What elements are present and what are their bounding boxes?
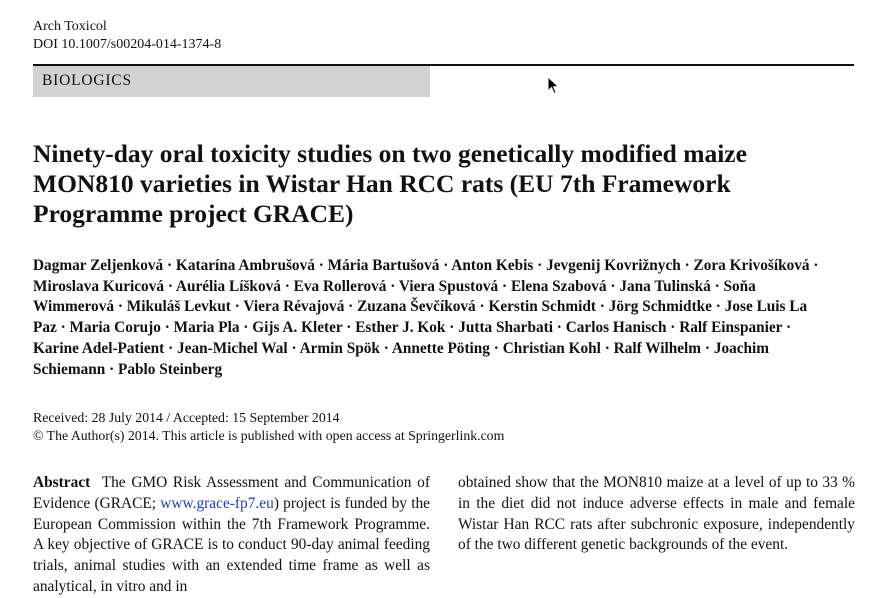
author-name: Esther J. Kok [355, 319, 446, 337]
author-name: Soňa Wimmerová [33, 277, 756, 316]
author-name: Armin Spök [299, 339, 380, 357]
received-accepted: Received: 28 July 2014 / Accepted: 15 September 2014 [33, 410, 340, 425]
author-name: Jevgenij Kovrižnych [546, 257, 681, 274]
author-name: Annette Pöting [391, 339, 490, 357]
doi-line: DOI 10.1007/s00204-014-1374-8 [33, 37, 222, 52]
article-dates [33, 409, 504, 444]
author-name: Katarína Ambrušová [175, 257, 315, 274]
author-name: Elena Szabová [510, 277, 607, 295]
abstract-column-left [33, 473, 430, 598]
author-name: Joachim Schiemann [33, 339, 770, 378]
author-name: Jörg Schmidtke [608, 298, 712, 316]
journal-name: Arch Toxicol [33, 19, 107, 34]
author-name: Mária Bartušová [327, 257, 440, 274]
author-name: Zuzana Ševčíková [357, 298, 476, 316]
author-name: Jutta Sharbati [458, 319, 553, 337]
author-list: Dagmar Zeljenková · Katarína Ambrušová · Mária Bartušová · Anton Kebis · Jevgenij Kovrižnych · Zora Krivošíková · Miroslava Kuricová · Aurélia Líšková · Eva Rollerová · Viera Spustová · Elena Szabová · Jana Tulinská · Soňa Wimmerová · Mikuláš Levkut · Viera Révajová · Zuzana Ševčíková · Kerstin Schmidt · Jörg Schmidtke · Jose Luis La Paz · Maria Corujo · Maria Pla · Gijs A. Kleter · Esther J. Kok · Jutta Sharbati · Carlos Hanisch · Ralf Einspanier · Karine Adel-Patient · Jean-Michel Wal · Armin Spök · Annette Pöting · Christian Kohl · Ralf Wilhelm · Joachim Schiemann · Pablo Steinberg [33, 257, 819, 378]
author-name: Kerstin Schmidt [488, 298, 596, 316]
author-name: Ralf Wilhelm [613, 339, 702, 357]
section-label: BIOLOGICS [33, 66, 430, 97]
article-title: Ninety-day oral toxicity studies on two genetically modified maize MON810 varieties in Wistar Han RCC rats (EU 7th Framework Programme project GRACE) [33, 139, 747, 228]
mouse-cursor-icon [547, 76, 561, 96]
author-name: Eva Rollerová [293, 277, 387, 295]
journal-header [33, 18, 221, 54]
author-name: Anton Kebis [451, 257, 534, 274]
author-name: Zora Krivošíková [693, 257, 810, 274]
author-name: Viera Spustová [398, 277, 499, 295]
abstract-text-1: The GMO Risk Assessment and Communication of Evidence (GRACE; [33, 474, 430, 512]
copyright-line: © The Author(s) 2014. This article is published with open access at Springerlink.com [33, 427, 505, 443]
author-name: Jose Luis La Paz [33, 298, 808, 337]
author-name: Carlos Hanisch [565, 319, 667, 337]
author-name: Maria Pla [173, 319, 240, 337]
author-name: Ralf Einspanier [679, 319, 783, 337]
author-name: Aurélia Líšková [175, 277, 281, 295]
author-name: Maria Corujo [69, 319, 161, 337]
author-name: Pablo Steinberg [118, 360, 223, 378]
author-name: Dagmar Zeljenková [33, 257, 164, 274]
grace-link[interactable]: www.grace-fp7.eu [160, 494, 274, 512]
author-name: Jean-Michel Wal [177, 339, 288, 357]
abstract-text-2: ) project is funded by the European Commission within the 7th Framework Programme. A key objective of GRACE is to conduct 90-day animal feeding trials, animal studies with an extended time frame as well as analytical, in vitro and in [33, 494, 430, 595]
abstract-column-right: obtained show that the MON810 maize at a level of up to 33 % in the diet did not induce adverse effects in male and female Wistar Han RCC rats after subchronic exposure, independently of the two different genetic backgrounds of the event. [458, 474, 855, 554]
author-name: Christian Kohl [502, 339, 601, 357]
author-name: Karine Adel-Patient [33, 339, 165, 357]
author-name: Viera Révajová [243, 298, 345, 316]
author-name: Gijs A. Kleter [252, 319, 343, 337]
author-name: Mikuláš Levkut [126, 298, 231, 316]
author-name: Miroslava Kuricová [33, 277, 165, 295]
abstract-heading: Abstract [33, 474, 91, 491]
author-name: Jana Tulinská [619, 277, 711, 295]
